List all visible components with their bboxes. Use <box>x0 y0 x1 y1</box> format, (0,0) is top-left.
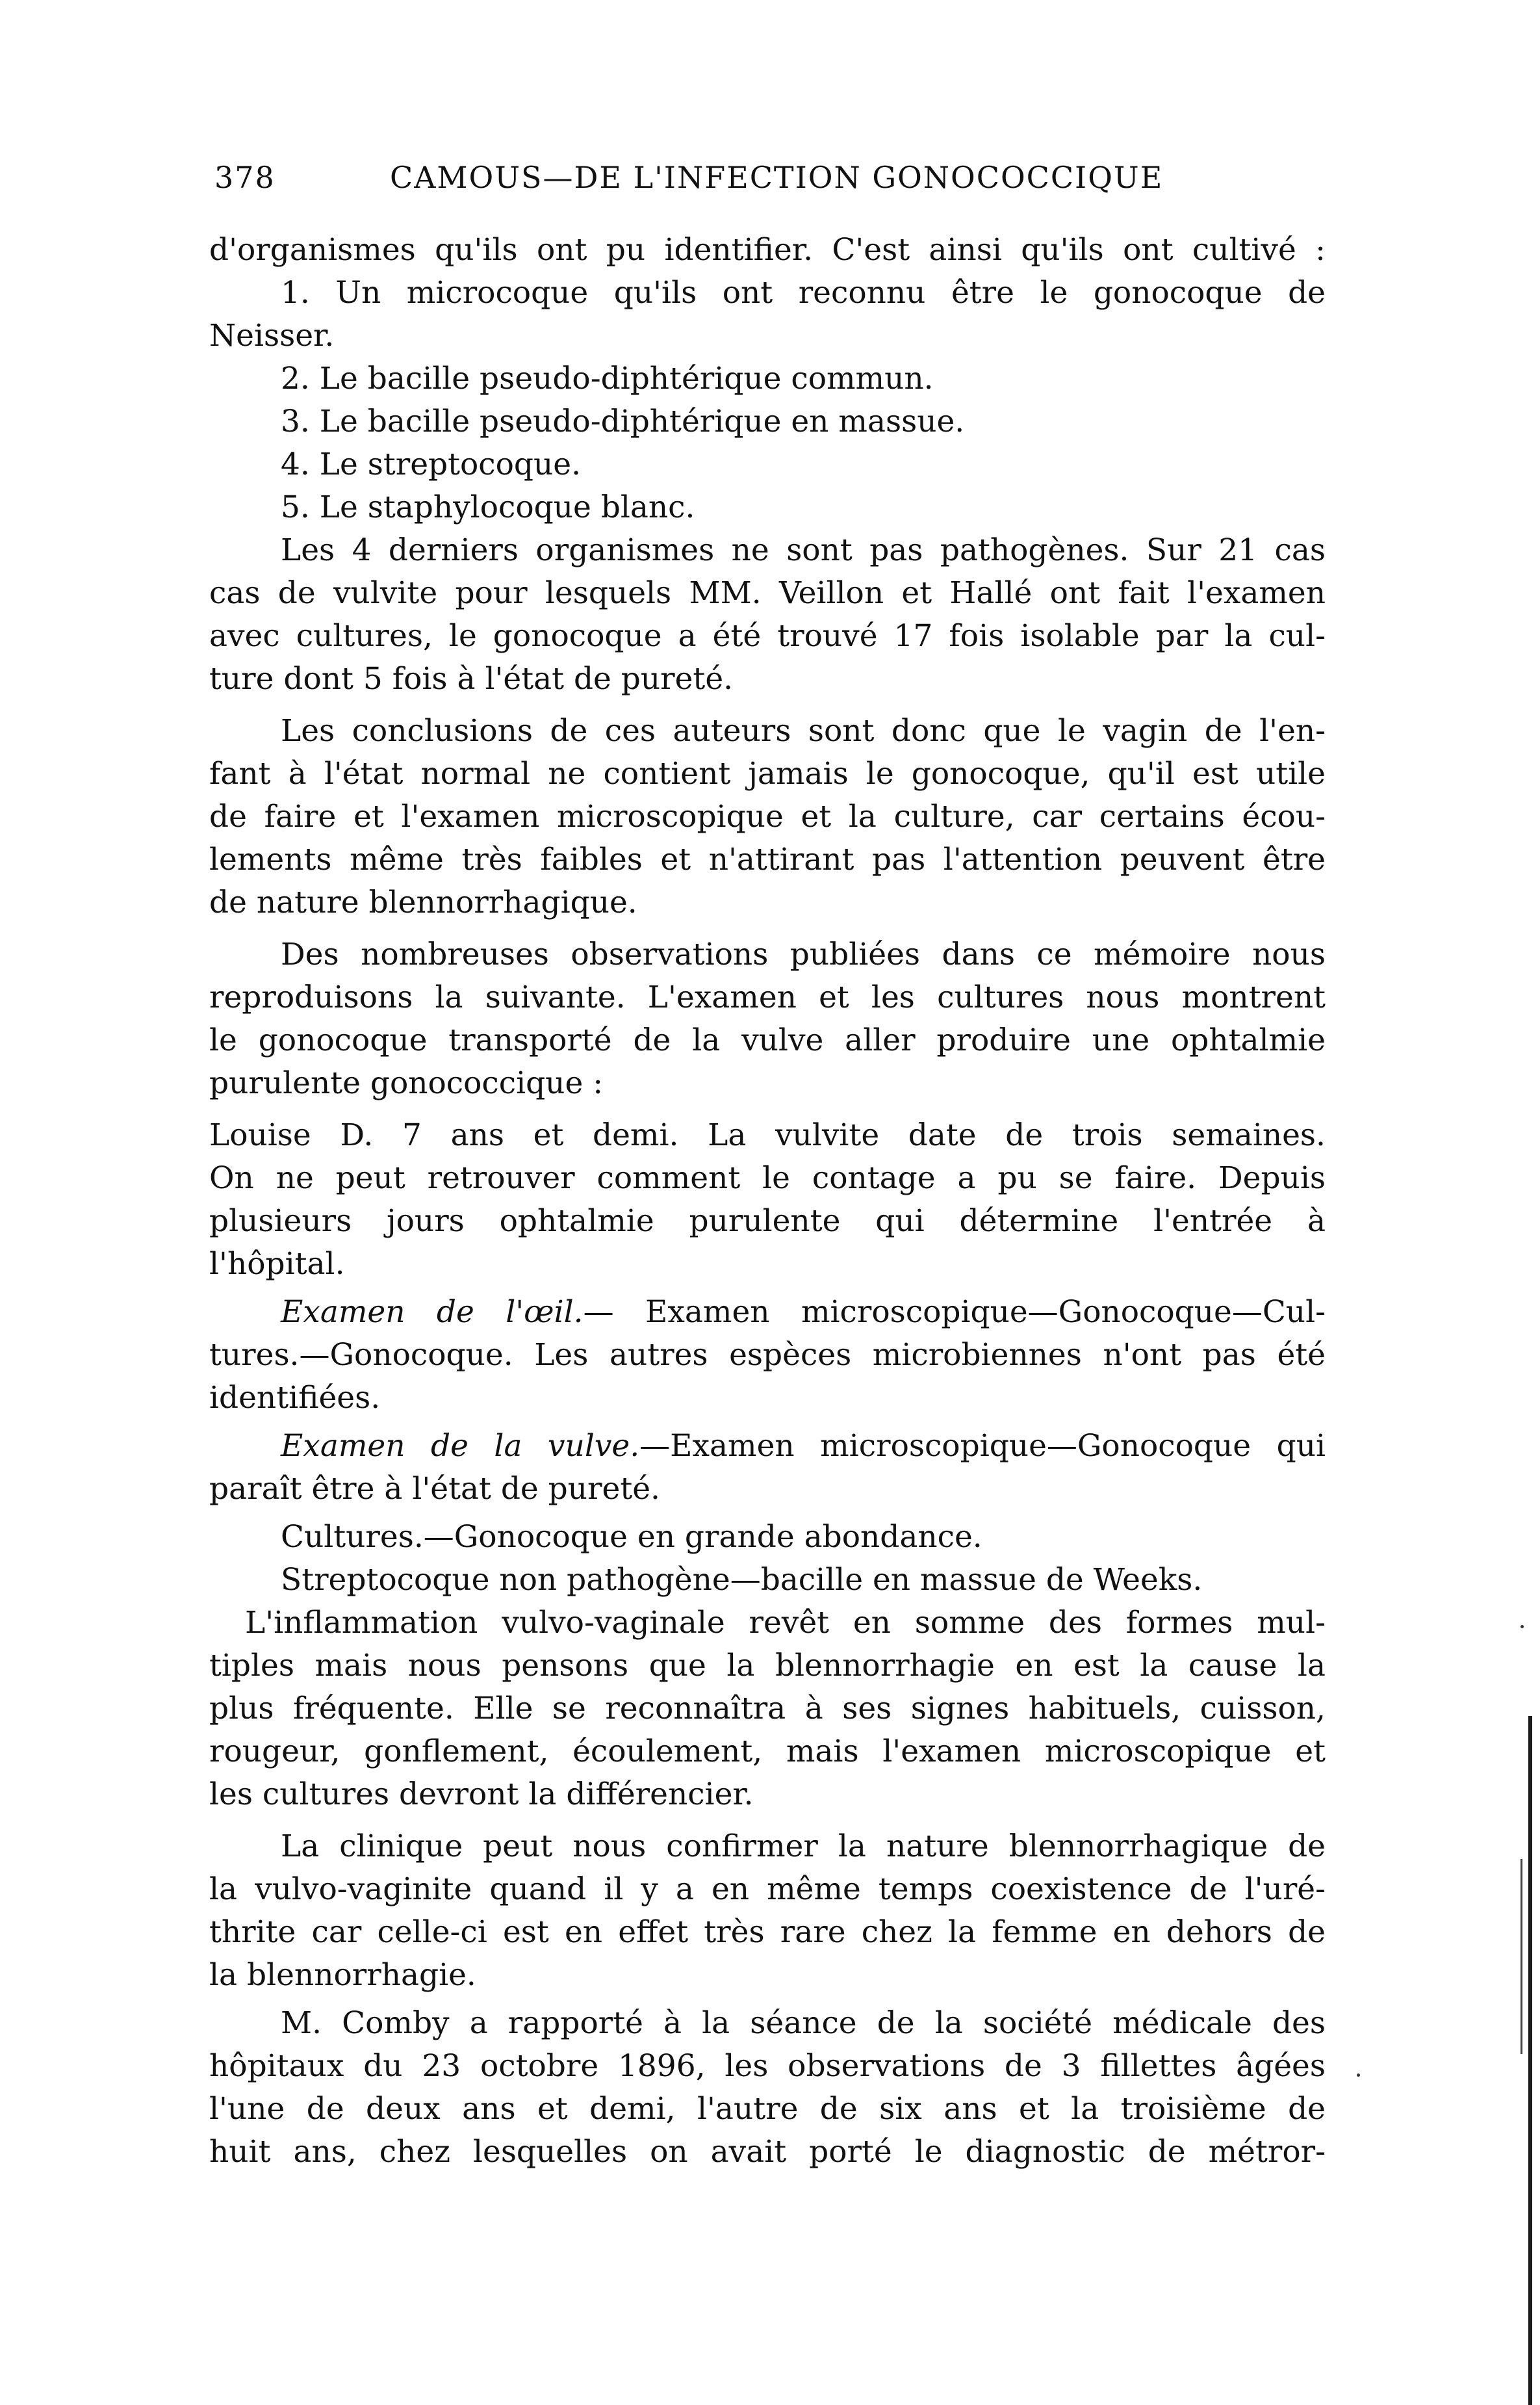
section-label: Examen de l'œil. <box>281 1294 584 1330</box>
text-line: M. Comby a rapporté à la séance de la société médicale des <box>281 2005 1326 2041</box>
text-line: La clinique peut nous confirmer la nature blennorrhagique de <box>281 1828 1326 1864</box>
text-run: —Examen microscopique—Gonocoque qui <box>639 1428 1326 1464</box>
text-line: Cultures.—Gonocoque en grande abondance. <box>281 1519 982 1555</box>
text-line: plusieurs jours ophtalmie purulente qui détermine l'entrée à <box>209 1203 1326 1239</box>
text-line: Les 4 derniers organismes ne sont pas pathogènes. Sur 21 cas <box>281 532 1326 568</box>
text-line: Neisser. <box>209 318 335 354</box>
text-run: — Examen microscopique—Gonocoque—Cul- <box>583 1294 1326 1330</box>
running-title: CAMOUS—DE L'INFECTION GONOCOCCIQUE <box>390 160 1164 195</box>
text-line: L'inflammation vulvo-vaginale revêt en somme des formes mul- <box>245 1605 1326 1641</box>
page-edge-shadow-inner <box>1521 1859 1522 2054</box>
text-line: Streptocoque non pathogène—bacille en massue de Weeks. <box>281 1562 1203 1598</box>
text-line: lements même très faibles et n'attirant pas l'attention peuvent être <box>209 842 1326 878</box>
list-item: 4. Le streptocoque. <box>281 447 582 482</box>
page-number: 378 <box>214 160 276 195</box>
text-line: tures.—Gonocoque. Les autres espèces microbiennes n'ont pas été <box>209 1337 1326 1373</box>
text-line: la blennorrhagie. <box>209 1957 476 1993</box>
text-line: la vulvo-vaginite quand il y a en même temps coexistence de l'uré- <box>209 1871 1326 1907</box>
text-line: reproduisons la suivante. L'examen et les cultures nous montrent <box>209 980 1326 1015</box>
text-line: Louise D. 7 ans et demi. La vulvite date de trois semaines. <box>209 1117 1326 1153</box>
text-line <box>209 1291 1326 1334</box>
list-item: 2. Le bacille pseudo-diphtérique commun. <box>281 361 934 396</box>
text-line: rougeur, gonflement, écoulement, mais l'examen microscopique et <box>209 1734 1326 1769</box>
text-line: de nature blennorrhagique. <box>209 885 637 920</box>
text-line: ture dont 5 fois à l'état de pureté. <box>209 661 734 697</box>
text-line: hôpitaux du 23 octobre 1896, les observations de 3 fillettes âgées <box>209 2048 1326 2084</box>
text-line: avec cultures, le gonocoque a été trouvé 17 fois isolable par la cul- <box>209 618 1326 654</box>
text-line: les cultures devront la différencier. <box>209 1776 754 1812</box>
text-line: identifiées. <box>209 1380 381 1416</box>
text-line: Des nombreuses observations publiées dans ce mémoire nous <box>281 937 1326 972</box>
text-line: de faire et l'examen microscopique et la culture, car certains écou- <box>209 799 1326 835</box>
body-text <box>209 229 1326 2174</box>
text-line: le gonocoque transporté de la vulve aller produire une ophtalmie <box>209 1022 1326 1058</box>
text-line: paraît être à l'état de pureté. <box>209 1471 660 1507</box>
list-item: 5. Le staphylocoque blanc. <box>281 489 695 525</box>
page-header <box>214 160 1319 205</box>
list-item: 1. Un microcoque qu'ils ont reconnu être le gonocoque de <box>281 275 1326 311</box>
text-line: Les conclusions de ces auteurs sont donc que le vagin de l'en- <box>281 713 1326 749</box>
text-line: huit ans, chez lesquelles on avait porté le diagnostic de métror- <box>209 2134 1326 2170</box>
text-line: thrite car celle-ci est en effet très rare chez la femme en dehors de <box>209 1914 1326 1950</box>
text-line <box>209 1425 1326 1468</box>
text-line: plus fréquente. Elle se reconnaîtra à ses signes habituels, cuisson, <box>209 1691 1326 1726</box>
text-line: cas de vulvite pour lesquels MM. Veillon et Hallé ont fait l'examen <box>209 575 1326 611</box>
text-line: l'une de deux ans et demi, l'autre de six ans et la troisième de <box>209 2091 1326 2127</box>
page-edge-shadow <box>1528 1716 1532 2405</box>
text-line: d'organismes qu'ils ont pu identifier. C'est ainsi qu'ils ont cultivé : <box>209 232 1326 268</box>
list-item: 3. Le bacille pseudo-diphtérique en massue. <box>281 404 965 439</box>
scan-speck <box>1521 1625 1524 1628</box>
text-line: purulente gonococcique : <box>209 1065 604 1101</box>
text-line: tiples mais nous pensons que la blennorrhagie en est la cause la <box>209 1648 1326 1684</box>
text-line: fant à l'état normal ne contient jamais le gonocoque, qu'il est utile <box>209 756 1326 792</box>
section-label: Examen de la vulve. <box>281 1428 640 1464</box>
text-line: On ne peut retrouver comment le contage a pu se faire. Depuis <box>209 1160 1326 1196</box>
text-line: l'hôpital. <box>209 1246 345 1282</box>
scan-speck <box>1357 2074 1360 2077</box>
